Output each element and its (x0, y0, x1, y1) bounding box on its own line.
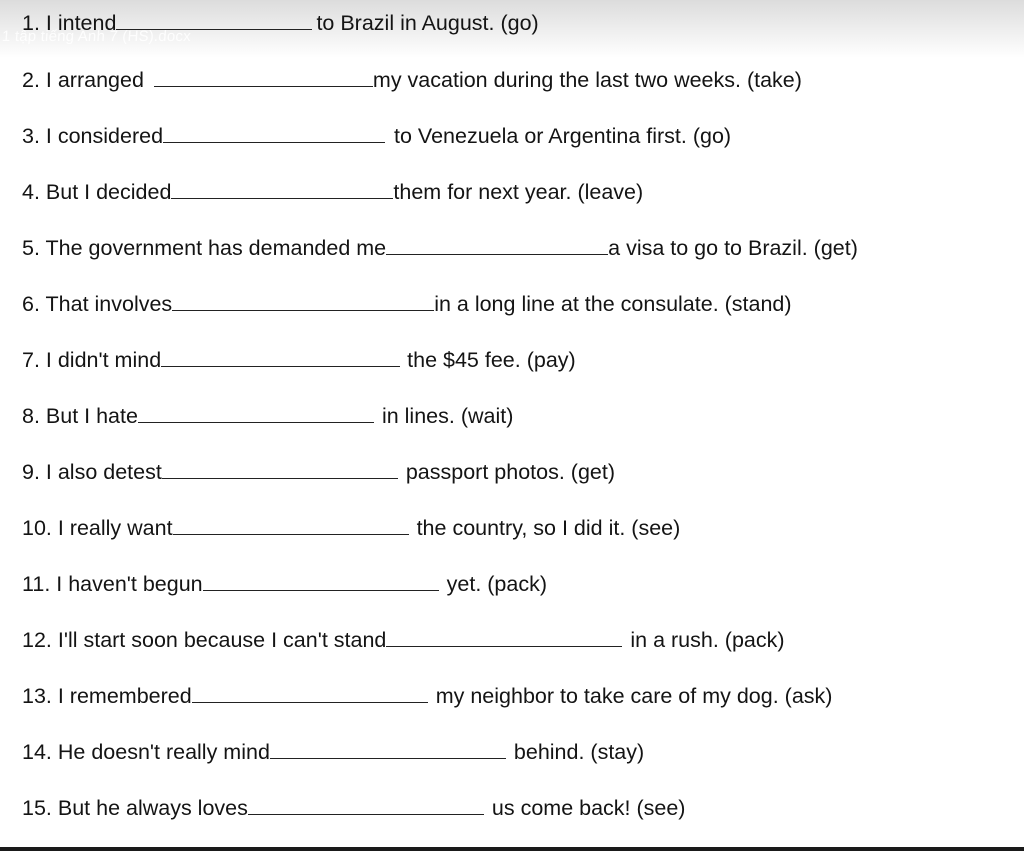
exercise-line-14 (22, 737, 644, 767)
exercise-line-8 (22, 401, 513, 431)
exercise-lead: 4. But I decided (22, 180, 172, 204)
answer-blank (171, 178, 393, 199)
exercise-lead: 5. The government has demanded me (22, 236, 387, 260)
answer-blank (270, 738, 506, 759)
exercise-line-7 (22, 345, 576, 375)
exercise-line-12 (22, 625, 785, 655)
exercise-rest: in a rush. (pack) (630, 628, 785, 652)
document-watermark: 1 tập tiếng Anh 7 (HS).docx (1, 28, 192, 45)
answer-blank (162, 458, 398, 479)
exercise-rest: to Venezuela or Argentina first. (go) (394, 124, 732, 148)
answer-blank (386, 234, 608, 255)
answer-blank (163, 122, 385, 143)
exercise-lead: 14. He doesn't really mind (22, 740, 270, 764)
answer-blank (172, 290, 434, 311)
exercise-lead: 7. I didn't mind (22, 348, 162, 372)
exercise-line-1 (22, 8, 539, 38)
exercise-rest: to Brazil in August. (go) (316, 11, 539, 35)
exercise-lead: 6. That involves (22, 292, 173, 316)
exercise-lead: 2. I arranged (22, 68, 144, 92)
answer-blank (161, 346, 400, 367)
answer-blank (154, 66, 373, 87)
exercise-lead: 13. I remembered (22, 684, 192, 708)
exercise-rest: yet. (pack) (446, 572, 548, 596)
exercise-rest: them for next year. (leave) (393, 180, 644, 204)
exercise-rest: in lines. (wait) (381, 404, 514, 428)
exercise-lead: 12. I'll start soon because I can't stand (22, 628, 387, 652)
exercise-line-15 (22, 793, 685, 823)
bottom-border (0, 847, 1024, 851)
exercise-lead: 11. I haven't begun (22, 572, 203, 596)
exercise-line-2 (22, 65, 802, 95)
exercise-rest: us come back! (see) (491, 796, 686, 820)
exercise-rest: in a long line at the consulate. (stand) (434, 292, 792, 316)
exercise-rest: a visa to go to Brazil. (get) (608, 236, 858, 260)
exercise-line-9 (22, 457, 615, 487)
exercise-lead: 10. I really want (22, 516, 173, 540)
exercise-line-13 (22, 681, 832, 711)
exercise-rest: passport photos. (get) (405, 460, 615, 484)
answer-blank (138, 402, 374, 423)
answer-blank (173, 514, 409, 535)
exercise-rest: behind. (stay) (513, 740, 645, 764)
answer-blank (116, 9, 312, 30)
exercise-line-11 (22, 569, 547, 599)
exercise-lead: 15. But he always loves (22, 796, 248, 820)
exercise-line-4 (22, 177, 643, 207)
exercise-line-10 (22, 513, 680, 543)
exercise-line-6 (22, 289, 792, 319)
exercise-rest: my vacation during the last two weeks. (take) (372, 68, 802, 92)
exercise-line-5 (22, 233, 858, 263)
exercise-lead: 1. I intend (22, 11, 117, 35)
exercise-rest: the country, so I did it. (see) (416, 516, 681, 540)
answer-blank (386, 626, 622, 647)
answer-blank (203, 570, 439, 591)
exercise-lead: 3. I considered (22, 124, 164, 148)
exercise-rest: the $45 fee. (pay) (407, 348, 576, 372)
exercise-lead: 8. But I hate (22, 404, 138, 428)
exercise-rest: my neighbor to take care of my dog. (ask) (435, 684, 833, 708)
exercise-lead: 9. I also detest (22, 460, 162, 484)
exercise-line-3 (22, 121, 731, 151)
answer-blank (192, 682, 428, 703)
answer-blank (248, 794, 484, 815)
